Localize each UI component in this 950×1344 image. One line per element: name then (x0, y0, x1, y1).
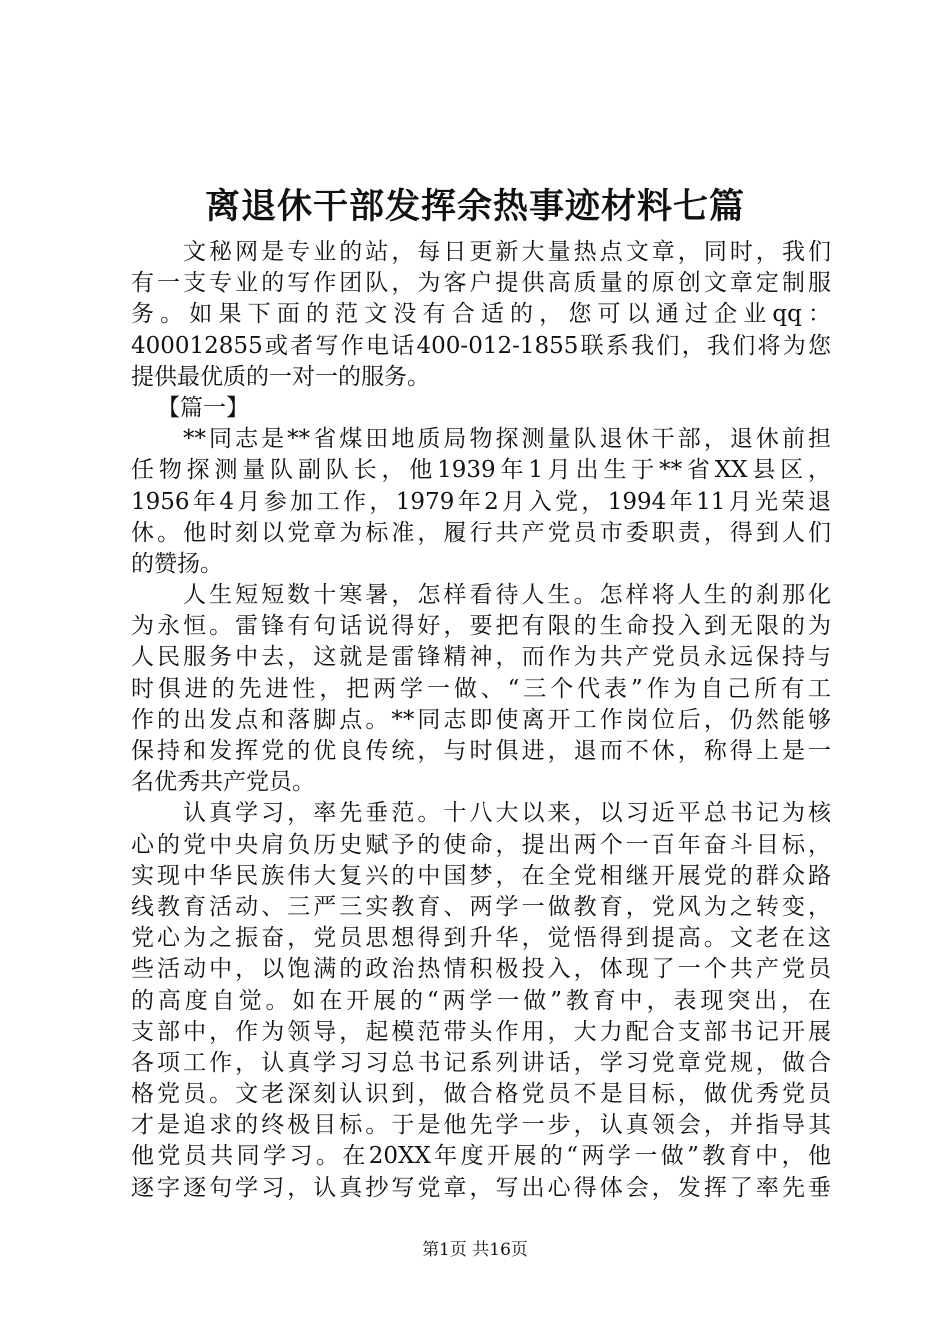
paragraph-line: 逐字逐句学习，认真抄写党章，写出心得体会，发挥了率先垂 (131, 1174, 831, 1201)
paragraph-line: 心的党中央肩负历史赋予的使命，提出两个一百年奋斗目标， (131, 831, 831, 858)
paragraph-line: 人民服务中去，这就是雷锋精神，而作为共产党员永远保持与 (131, 644, 831, 671)
paragraph-line: 人生短短数十寒暑，怎样看待人生。怎样将人生的刹那化 (183, 582, 831, 609)
paragraph-line: 400012855或者写作电话400-012-1855联系我们，我们将为您 (131, 332, 831, 359)
paragraph-line: 提供最优质的一对一的服务。 (131, 363, 430, 390)
paragraph-line: 时俱进的先进性，把两学一做、“三个代表”作为自己所有工 (131, 675, 831, 702)
paragraph-line: 支部中，作为领导，起模范带头作用，大力配合支部书记开展 (131, 1018, 831, 1045)
paragraph-line: 格党员。文老深刻认识到，做合格党员不是目标，做优秀党员 (131, 1081, 831, 1108)
paragraph-line: **同志是**省煤田地质局物探测量队退休干部，退休前担 (183, 426, 831, 453)
paragraph-line: 线教育活动、三严三实教育、两学一做教育，党风为之转变， (131, 893, 831, 920)
page-number-footer: 第1页 共16页 (422, 1240, 528, 1260)
paragraph-line: 实现中华民族伟大复兴的中国梦，在全党相继开展党的群众路 (131, 862, 831, 889)
paragraph-line: 作的出发点和落脚点。**同志即使离开工作岗位后，仍然能够 (131, 706, 831, 733)
paragraph-line: 文秘网是专业的站，每日更新大量热点文章，同时，我们 (183, 239, 831, 265)
paragraph-line: 有一支专业的写作团队，为客户提供高质量的原创文章定制服 (131, 270, 831, 297)
paragraph-line: 些活动中，以饱满的政治热情积极投入，体现了一个共产党员 (131, 956, 831, 983)
paragraph-line: 的高度自觉。如在开展的“两学一做”教育中，表现突出，在 (131, 987, 831, 1014)
paragraph-line: 为永恒。雷锋有句话说得好，要把有限的生命投入到无限的为 (131, 613, 831, 640)
paragraph-line: 1956年4月参加工作，1979年2月入党，1994年11月光荣退 (131, 488, 831, 515)
paragraph-line: 党心为之振奋，党员思想得到升华，觉悟得到提高。文老在这 (131, 925, 831, 952)
paragraph-line: 的赞扬。 (131, 550, 223, 577)
paragraph-line: 认真学习，率先垂范。十八大以来，以习近平总书记为核 (183, 800, 831, 827)
paragraph-line: 才是追求的终极目标。于是他先学一步，认真领会，并指导其 (131, 1112, 831, 1139)
paragraph-line: 他党员共同学习。在20XX年度开展的“两学一做”教育中，他 (131, 1143, 831, 1170)
paragraph-line: 保持和发挥党的优良传统，与时俱进，退而不休，称得上是一 (131, 738, 831, 764)
document-body (131, 237, 831, 1204)
paragraph-line: 务。如果下面的范文没有合适的，您可以通过企业qq： (131, 301, 831, 328)
section-heading: 【篇一】 (157, 394, 249, 421)
paragraph-line: 任物探测量队副队长，他1939年1月出生于**省XX县区， (131, 457, 831, 484)
paragraph-line: 休。他时刻以党章为标准，履行共产党员市委职责，得到人们 (131, 519, 831, 546)
paragraph-line: 名优秀共产党员。 (131, 769, 315, 796)
paragraph-line: 各项工作，认真学习习总书记系列讲话，学习党章党规，做合 (131, 1049, 831, 1076)
document-title: 离退休干部发挥余热事迹材料七篇 (204, 186, 745, 227)
